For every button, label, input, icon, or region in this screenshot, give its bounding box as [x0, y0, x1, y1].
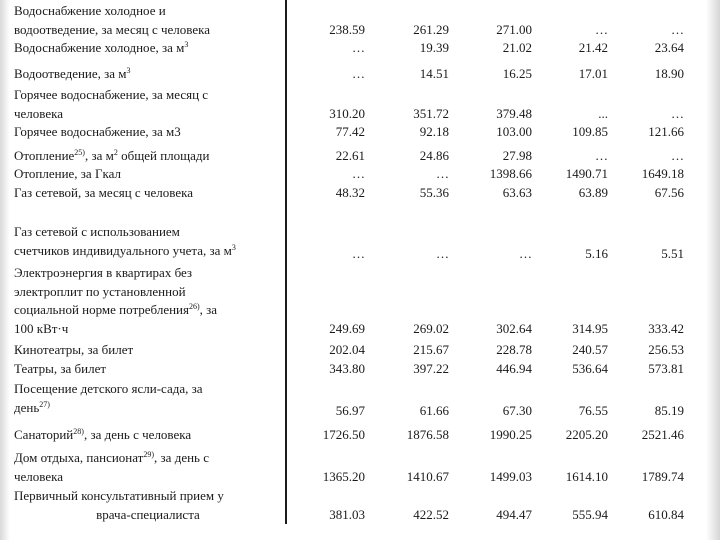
row-label: Первичный консультативный прием у врача-специалиста: [14, 488, 224, 522]
cell-value: 23.64: [654, 40, 684, 55]
cell-value: 422.52: [413, 507, 449, 522]
row-label: Водоснабжение холодное, за $м^3$: [14, 40, 189, 55]
superscript: 28): [73, 427, 84, 436]
cell-value: …: [671, 21, 684, 37]
cell-value: 27.98: [502, 148, 532, 163]
cell-value: …: [352, 166, 365, 181]
cell-value: 1614.10: [565, 469, 608, 484]
superscript: 3: [184, 40, 189, 49]
row-label: Горячее водоснабжение, за м3: [14, 124, 181, 139]
cell-value: 1398.66: [489, 166, 532, 181]
cell-value: 63.63: [502, 185, 532, 200]
cell-value: 19.39: [419, 40, 449, 55]
cell-value: 256.53: [648, 342, 684, 357]
cell-value: 56.97: [335, 403, 365, 418]
cell-value: 494.47: [496, 507, 532, 522]
row-label: Отопление$^{25)}$, за $м^2$ общей площади: [14, 148, 210, 163]
cell-value: 1726.50: [322, 427, 365, 442]
cell-value: 18.90: [654, 66, 684, 81]
cell-value: 261.29: [413, 21, 449, 37]
cell-value: 14.51: [419, 66, 449, 81]
cell-value: …: [595, 21, 608, 37]
cell-value: 16.25: [502, 66, 532, 81]
cell-value: 92.18: [419, 124, 449, 139]
cell-value: 379.48: [496, 105, 532, 121]
cell-value: 48.32: [335, 185, 365, 200]
cell-value: 240.57: [572, 342, 608, 357]
cell-value: 1649.18: [641, 166, 684, 181]
cell-value: …: [352, 40, 365, 55]
row-label: Санаторий$^{28)}$, за день с человека: [14, 427, 192, 442]
cell-value: …: [436, 246, 449, 261]
row-label: Водоснабжение холодное и водоотведение, за месяц с человека: [14, 3, 210, 37]
cell-value: 85.19: [654, 403, 684, 418]
row-label: Театры, за билет: [14, 361, 107, 376]
cell-value: 1990.25: [489, 427, 532, 442]
row-label: Кинотеатры, за билет: [14, 342, 134, 357]
cell-value: 1365.20: [322, 469, 365, 484]
superscript: 29): [143, 450, 155, 459]
cell-value: 249.69: [329, 321, 365, 336]
row-label: Газ сетевой, за месяц с человека: [14, 185, 193, 200]
superscript: 27): [39, 399, 50, 409]
cell-value: 202.04: [329, 342, 365, 357]
cell-value: 21.02: [502, 40, 532, 55]
cell-value: 17.01: [578, 66, 608, 81]
cell-value: 536.64: [572, 361, 608, 376]
cell-value: …: [671, 105, 684, 121]
cell-value: 610.84: [648, 507, 684, 522]
cell-value: 63.89: [578, 185, 608, 200]
cell-value: 1789.74: [641, 469, 684, 484]
cell-value: 1490.71: [565, 166, 608, 181]
superscript: 3: [231, 242, 236, 252]
cell-value: …: [436, 166, 449, 181]
cell-value: 55.36: [419, 185, 449, 200]
cell-value: 67.30: [502, 403, 532, 418]
row-label: Посещение детского ясли-сада, за день$^{27)}$: [14, 381, 203, 415]
cell-value: 215.67: [413, 342, 449, 357]
cell-value: 573.81: [648, 361, 684, 376]
cell-value: 333.42: [648, 321, 684, 336]
superscript: 26): [189, 302, 200, 311]
cell-value: 22.61: [335, 148, 365, 163]
cell-value: 2205.20: [565, 427, 608, 442]
cell-value: ...: [598, 105, 608, 121]
cell-value: 76.55: [578, 403, 608, 418]
superscript: 25): [74, 148, 85, 157]
cell-value: 310.20: [329, 105, 365, 121]
cell-value: 446.94: [496, 361, 532, 376]
row-label: Отопление, за Гкал: [14, 166, 121, 181]
cell-value: 343.80: [329, 361, 365, 376]
cell-value: 2521.46: [641, 427, 684, 442]
cell-value: 269.02: [413, 321, 449, 336]
superscript: 2: [113, 148, 118, 157]
cell-value: 24.86: [419, 148, 449, 163]
cell-value: 381.03: [329, 507, 365, 522]
cell-value: 397.22: [413, 361, 449, 376]
cell-value: 1410.67: [406, 469, 449, 484]
cell-value: 77.42: [335, 124, 365, 139]
cell-value: 1876.58: [406, 427, 449, 442]
cell-value: 109.85: [572, 124, 608, 139]
cell-value: …: [352, 246, 365, 261]
cell-value: 67.56: [654, 185, 684, 200]
cell-value: …: [352, 66, 365, 81]
cell-value: 555.94: [572, 507, 608, 522]
row-label: Электроэнергия в квартирах без электроплит по установленной социальной норме потребления$^{26)}$, за 100 кВт·ч: [14, 265, 218, 336]
cell-value: …: [519, 246, 532, 261]
cell-value: …: [671, 148, 684, 163]
cell-value: 314.95: [572, 321, 608, 336]
cell-value: 351.72: [413, 105, 449, 121]
cell-value: 103.00: [496, 124, 532, 139]
cell-value: 1499.03: [489, 469, 532, 484]
row-label: Газ сетевой с использованием счетчиков индивидуального учета, за $м^3$: [14, 224, 236, 258]
cell-value: 271.00: [496, 21, 532, 37]
cell-value: 121.66: [648, 124, 684, 139]
cell-value: 5.51: [661, 246, 684, 261]
cell-value: …: [595, 148, 608, 163]
cell-value: 5.16: [585, 246, 608, 261]
row-label: Водоотведение, за $м^3$: [14, 66, 131, 81]
cell-value: 61.66: [419, 403, 449, 418]
cell-value: 228.78: [496, 342, 532, 357]
row-label: Горячее водоснабжение, за месяц с человека: [14, 87, 209, 121]
row-label: Дом отдыха, пансионат$^{29)}$, за день с человека: [14, 450, 209, 484]
cell-value: 21.42: [578, 40, 608, 55]
cell-value: 302.64: [496, 321, 532, 336]
superscript: 3: [126, 66, 131, 75]
cell-value: 238.59: [329, 21, 365, 37]
